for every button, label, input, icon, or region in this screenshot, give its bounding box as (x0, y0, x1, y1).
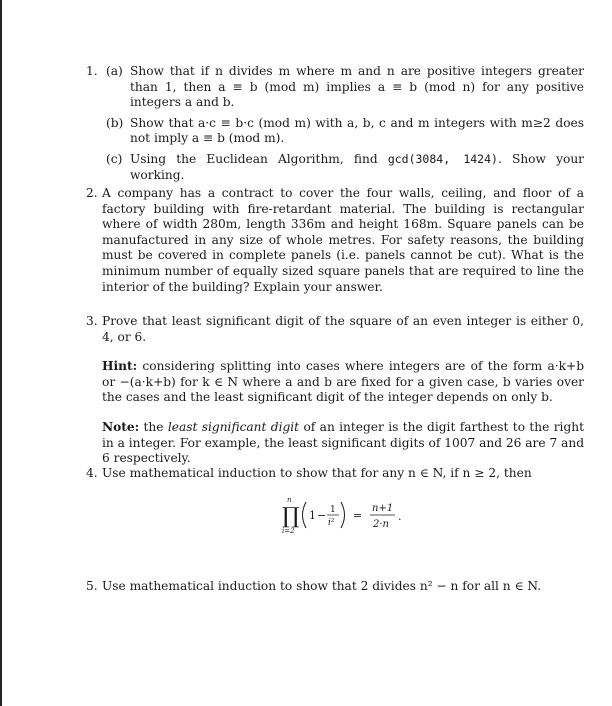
question-2-number: 2. (86, 186, 98, 200)
frac1-numerator: 1 (330, 505, 336, 515)
question-5 (86, 579, 584, 595)
frac2-numerator: n+1 (372, 503, 394, 514)
question-1c (106, 152, 584, 183)
left-paren (303, 502, 307, 528)
question-1b (106, 116, 584, 147)
page-left-border (0, 0, 2, 706)
hint-label: Hint: (102, 359, 138, 374)
question-1b-label: (b) (106, 115, 124, 130)
question-1b-text: Show that a·c ≡ b·c (mod m) with a, b, c and m integers with m≥2 does not imply a ≡ b (mod m). (130, 115, 584, 146)
product-symbol: ∏ (282, 504, 300, 529)
question-4-number: 4. (86, 466, 98, 480)
question-4 (86, 466, 584, 482)
gcd-expression: gcd(3084, 1424) (387, 151, 498, 166)
question-5-text: Use mathematical induction to show that 2 divides n² − n for all n ∈ N. (102, 579, 542, 593)
question-1a-text: Show that if n divides m where m and n are positive integers greater than 1, then a ≡ b (mod m) implies a ≡ b (mod n) for any positive integers a and b. (130, 64, 584, 110)
equals-sign: = (353, 509, 363, 522)
product-lower-limit: i=2 (282, 527, 295, 535)
question-1c-text (130, 152, 584, 183)
frac2-denominator: 2·n (373, 519, 389, 530)
question-3-hint (102, 359, 584, 406)
product-upper-limit: n (287, 496, 292, 504)
question-1c-label: (c) (106, 151, 123, 166)
note-text-italic: least significant digit (167, 419, 300, 434)
right-paren (341, 502, 345, 528)
question-1 (86, 64, 584, 183)
hint-text: considering splitting into cases where integers are of the form a·k+b or −(a·k+b) for k ∈ N where a and b are fixed for a given case, b varies over the cases and the least significant digit of the integer depends on only b. (102, 359, 584, 405)
question-4-text: Use mathematical induction to show that for any n ∈ N, if n ≥ 2, then (102, 466, 532, 480)
frac1-denominator: i² (328, 518, 335, 528)
question-1a-label: (a) (106, 64, 123, 78)
question-2 (86, 186, 584, 295)
question-1a (106, 64, 584, 111)
question-2-text: A company has a contract to cover the four walls, ceiling, and floor of a factory building with fire-retardant material. The building is rectangular where of width 280m, length 336m and height 168m. Square panels can be manufactured in any size of whole metres. For safety reasons, the building must be covered in complete panels (i.e. panels cannot be cut). What is the minimum number of equally sized square panels that are required to line the interior of the building? Explain your answer. (102, 186, 584, 294)
paren-one: 1 (309, 509, 316, 522)
question-3-number: 3. (86, 314, 98, 328)
paren-minus: − (317, 509, 327, 522)
question-3-text: Prove that least significant digit of the square of an even integer is either 0, 4, or 6. (102, 314, 584, 344)
note-label: Note: (102, 419, 140, 434)
question-5-number: 5. (86, 579, 98, 593)
equation-period: . (398, 510, 402, 523)
product-equation (282, 496, 422, 536)
question-1c-text-pre: Using the Euclidean Algorithm, find (130, 151, 388, 166)
question-3 (86, 314, 584, 467)
question-1-number: 1. (86, 64, 98, 78)
question-3-note (102, 420, 584, 467)
question-1c-text-post: . Show your working. (130, 151, 584, 182)
note-text-post: of an integer is the digit farthest to the right in a integer. For example, the least significant digits of 1007 and 26 are 7 and 6 respectively. (102, 419, 584, 466)
note-text-pre: the (139, 419, 168, 434)
